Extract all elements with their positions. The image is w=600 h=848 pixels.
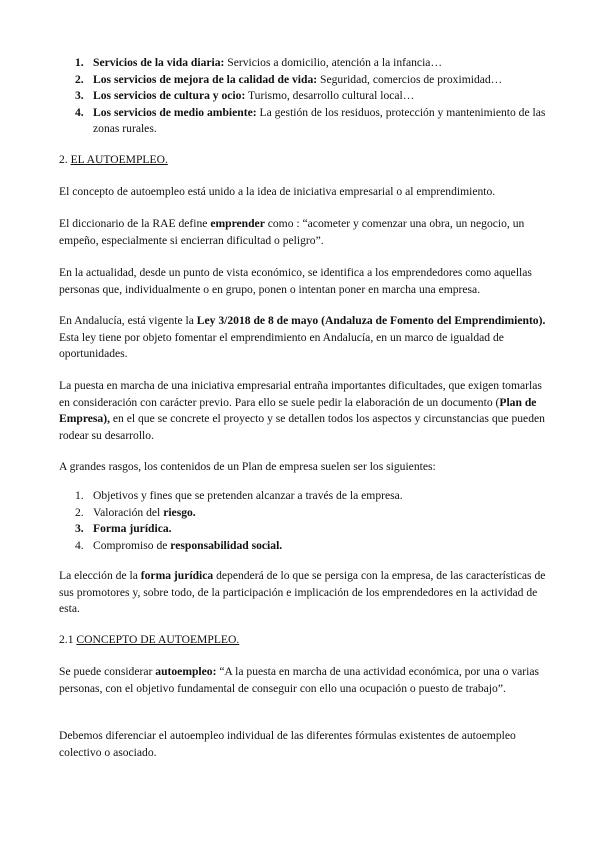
list-item: 2. Los servicios de mejora de la calidad de vida: Seguridad, comercios de proximidad… [75,72,503,86]
section-heading-2: 2. EL AUTOEMPLEO. [59,153,168,166]
list-item: 2. Valoración del riesgo. [75,505,196,519]
paragraph: A grandes rasgos, los contenidos de un Plan de empresa suelen ser los siguientes: [59,460,436,473]
plan-contents-list [59,488,549,554]
paragraph: Se puede considerar autoempleo: “A la puesta en marcha de una actividad económica, por una o varias personas, con el objetivo fundamental de conseguir con ello una ocupación o puesto de trabajo”. [59,665,540,695]
paragraph: El diccionario de la RAE define emprender como : “acometer y comenzar una obra, un negocio, un empeño, especialmente si encierran dificultad o peligro”. [59,217,525,247]
paragraph: El concepto de autoempleo está unido a la idea de iniciativa empresarial o al emprendimiento. [59,185,496,198]
paragraph: En Andalucía, está vigente la Ley 3/2018 de 8 de mayo (Andaluza de Fomento del Emprendimiento). Esta ley tiene por objeto fomentar el emprendimiento en Andalucía, en un marco de igualdad de oportunidades. [59,314,546,360]
paragraph: La elección de la forma jurídica dependerá de lo que se persiga con la empresa, de las características de sus promotores y, sobre todo, de la participación e implicación de los emprendedores en la actividad de esta. [59,569,546,615]
paragraph: La puesta en marcha de una iniciativa empresarial entraña importantes dificultades, que exigen tomarlas en consideración con carácter previo. Para ello se suele pedir la elaboración de un documento (Plan de Empresa), en el que se concrete el proyecto y se detallen todos los aspectos y circunstancias que pueden rodear su desarrollo. [59,379,545,442]
paragraph: Debemos diferenciar el autoempleo individual de las diferentes fórmulas existentes de autoempleo colectivo o asociado. [59,729,516,759]
list-item: 3. Forma jurídica. [75,522,172,535]
services-list [59,55,549,138]
list-item: 1. Objetivos y fines que se pretenden alcanzar a través de la empresa. [75,489,403,502]
list-item: 4. Los servicios de medio ambiente: La gestión de los residuos, protección y mantenimiento de las zonas rurales. [75,105,546,135]
section-heading-2-1: 2.1 CONCEPTO DE AUTOEMPLEO. [59,633,240,646]
list-item: 1. Servicios de la vida diaria: Servicios a domicilio, atención a la infancia… [75,56,443,69]
list-item: 4. Compromiso de responsabilidad social. [75,538,283,552]
list-item: 3. Los servicios de cultura y ocio: Turismo, desarrollo cultural local… [75,89,415,102]
paragraph: En la actualidad, desde un punto de vista económico, se identifica a los emprendedores como aquellas personas que, individualmente o en grupo, ponen o intentan poner en marcha una empresa. [59,266,532,296]
